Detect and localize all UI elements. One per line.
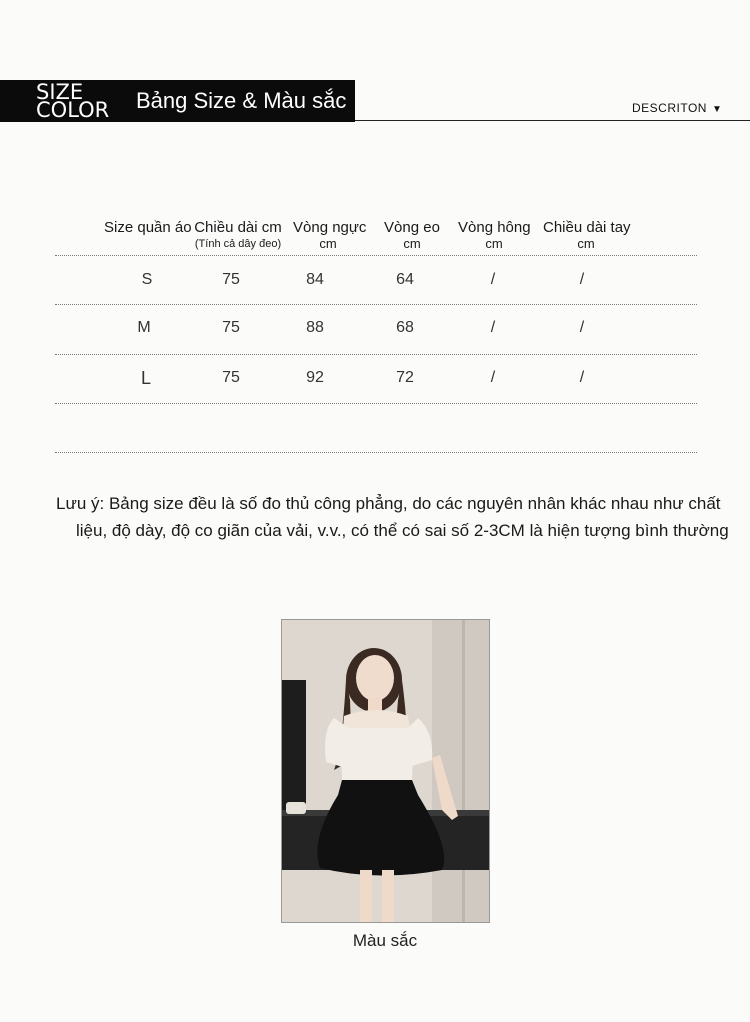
caret-down-icon: ▼ [711,104,723,115]
description-toggle[interactable] [632,101,722,115]
column-header-unit: cm [485,236,503,251]
cell-length: 75 [222,319,240,336]
size-note-line2: liệu, độ dày, độ co giãn của vải, v.v., có thể có sai số 2-3CM là hiện tượng bình thường [76,521,729,540]
logo-line-size: SIZE [36,80,84,104]
column-header-label: Chiều dài tay [543,219,631,236]
column-header-length [190,220,286,252]
size-note-line1: Lưu ý: Bảng size đều là số đo thủ công phẳng, do các nguyên nhân khác nhau như chất [56,494,721,513]
column-header-label: Vòng ngực [293,219,367,236]
column-header-note: (Tính cả dây đeo) [194,238,282,250]
row-divider [55,452,697,453]
column-header-label: Chiều dài cm [194,219,282,236]
cell-sleeve: / [579,369,585,386]
cell-size: S [141,271,153,288]
cell-hip: / [490,369,496,386]
column-header-unit: cm [319,236,337,251]
column-header-label: Vòng eo [384,219,440,236]
product-caption: Màu sắc [352,931,418,950]
size-note [56,490,736,544]
cell-hip: / [490,319,496,336]
cell-size: M [137,319,151,336]
cell-waist: 64 [396,271,414,288]
cell-length: 75 [222,271,240,288]
column-header-sleeve [543,220,629,252]
product-photo[interactable] [281,619,490,923]
column-header-unit: cm [577,236,595,251]
page-title: Bảng Size & Màu sắc [136,88,347,113]
cell-bust: 88 [306,319,324,336]
cell-bust: 92 [306,369,324,386]
row-divider [55,255,697,256]
column-header-waist [384,220,440,252]
cell-hip: / [490,271,496,288]
model-dress-illustration [282,620,489,922]
column-header-size [104,220,192,236]
description-label: DESCRITON [632,101,707,115]
column-header-unit: cm [403,236,421,251]
cell-sleeve: / [579,319,585,336]
cell-waist: 72 [396,369,414,386]
column-header-hip [458,220,530,252]
cell-length: 75 [222,369,240,386]
column-header-bust [293,219,367,252]
cell-size: L [140,368,151,388]
column-header-label: Vòng hông [458,219,531,236]
cell-bust: 84 [306,271,324,288]
column-header-label: Size quần áo [104,219,192,236]
header-bar [0,80,355,122]
cell-waist: 68 [396,319,414,336]
logo-line-color: COLOR [36,98,110,122]
cell-sleeve: / [579,271,585,288]
row-divider [55,354,697,355]
row-divider [55,403,697,404]
row-divider [55,304,697,305]
header-divider [355,120,750,121]
size-color-logo [36,82,120,122]
